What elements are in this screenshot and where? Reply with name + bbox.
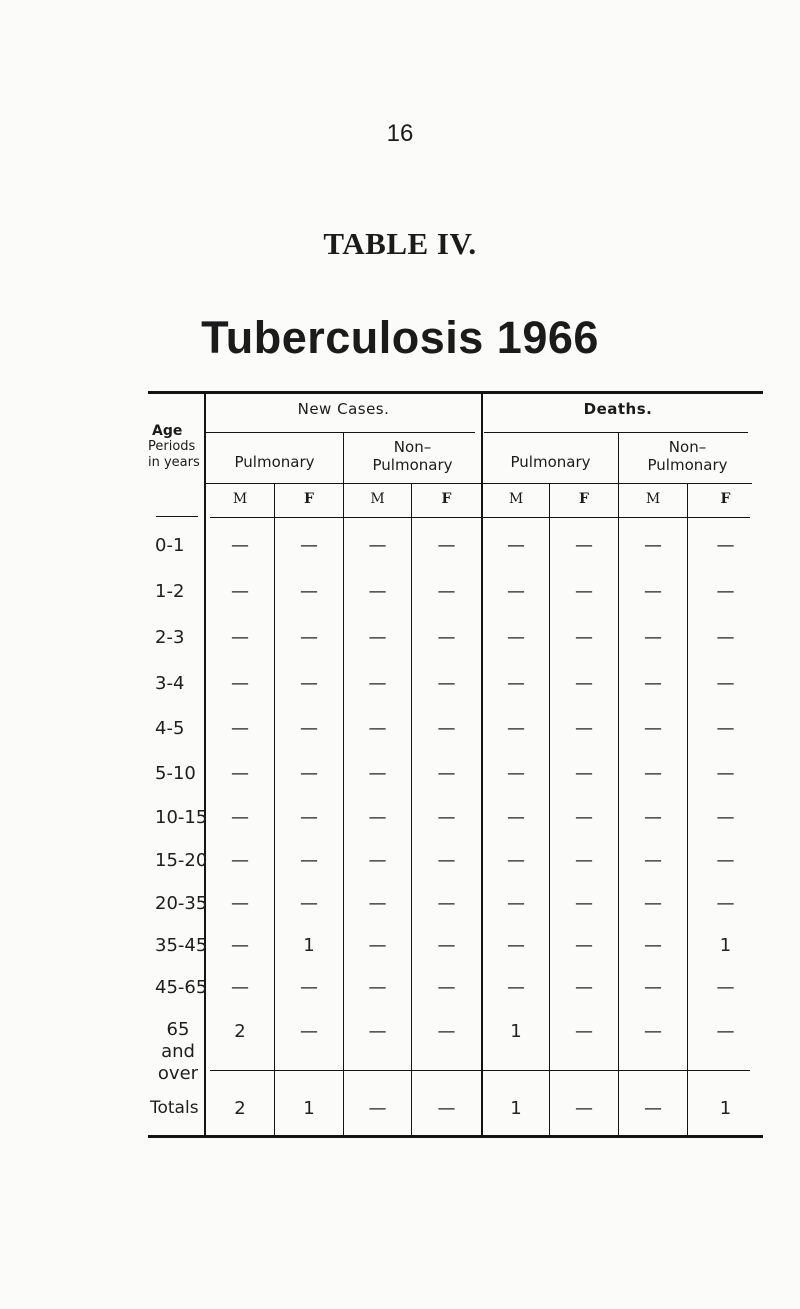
data-cell: —	[644, 850, 662, 871]
total-cell: —	[368, 1098, 387, 1119]
data-cell: —	[437, 893, 456, 914]
total-cell: 2	[234, 1098, 246, 1119]
data-cell: —	[368, 850, 387, 871]
age-period-label: 15-20	[155, 850, 208, 871]
total-cell: 1	[303, 1098, 315, 1119]
data-cell: —	[368, 763, 387, 784]
new-cases-pulmonary-header: Pulmonary	[234, 453, 315, 471]
sex-header-m: M	[645, 491, 661, 507]
page-title: Tuberculosis 1966	[201, 312, 599, 363]
data-cell: 1	[303, 935, 315, 956]
data-cell: —	[507, 581, 525, 602]
data-cell: —	[507, 977, 525, 998]
sex-header-f: F	[304, 491, 314, 507]
data-cell: —	[575, 763, 593, 784]
data-cell: —	[575, 535, 593, 556]
data-cell: —	[437, 581, 456, 602]
table-label: TABLE IV.	[323, 226, 477, 261]
data-cell: —	[300, 535, 318, 556]
data-cell: —	[507, 850, 525, 871]
data-cell: —	[716, 627, 735, 648]
age-header-line: in years	[148, 455, 200, 470]
age-period-label: 0-1	[155, 535, 185, 556]
data-cell: —	[437, 850, 456, 871]
data-cell: —	[716, 718, 735, 739]
age-period-label-line: over	[157, 1063, 199, 1084]
age-period-label: 3-4	[155, 673, 185, 694]
age-period-label: 35-45	[155, 935, 208, 956]
data-cell: —	[644, 1021, 662, 1042]
data-cell: —	[368, 935, 387, 956]
non-label: Non–	[668, 438, 707, 456]
data-cell: —	[437, 807, 456, 828]
data-cell: —	[644, 977, 662, 998]
data-cell: —	[437, 673, 456, 694]
data-cell: —	[716, 535, 735, 556]
data-cell: —	[368, 807, 387, 828]
data-cell: —	[575, 718, 593, 739]
sex-header-f: F	[441, 491, 452, 507]
pulmonary-label: Pulmonary	[647, 456, 728, 474]
data-cell: —	[231, 807, 249, 828]
age-header-line: Age	[152, 423, 183, 439]
data-cell: —	[368, 1021, 387, 1042]
total-cell: —	[575, 1098, 593, 1119]
data-cell: —	[437, 977, 456, 998]
data-cell: —	[231, 535, 249, 556]
totals-label: Totals	[150, 1098, 199, 1118]
data-cell: —	[231, 627, 249, 648]
sex-header-f: F	[720, 491, 731, 507]
data-cell: —	[644, 935, 662, 956]
data-cell: —	[644, 535, 662, 556]
data-cell: —	[507, 718, 525, 739]
data-cell: —	[437, 535, 456, 556]
data-cell: —	[368, 893, 387, 914]
data-cell: —	[575, 850, 593, 871]
data-cell: —	[575, 673, 593, 694]
type-header-rule	[206, 483, 752, 484]
non-label: Non–	[393, 438, 432, 456]
page-number: 16	[386, 120, 414, 147]
data-cell: —	[368, 535, 387, 556]
data-cell: —	[437, 763, 456, 784]
data-cell: —	[437, 627, 456, 648]
data-cell: —	[575, 807, 593, 828]
data-cell: —	[231, 935, 249, 956]
totals-rule	[210, 1070, 750, 1071]
data-cell: —	[644, 718, 662, 739]
data-cell: 2	[234, 1021, 246, 1042]
new-cases-header: New Cases.	[297, 400, 390, 418]
data-cell: —	[300, 581, 318, 602]
data-cell: —	[507, 673, 525, 694]
data-cell: 1	[719, 935, 732, 956]
sex-header-rule	[210, 517, 750, 518]
data-cell: —	[716, 763, 735, 784]
data-cell: —	[507, 763, 525, 784]
table-bottom-rule	[148, 1135, 763, 1138]
sex-header-m: M	[232, 491, 248, 507]
data-cell: —	[644, 763, 662, 784]
data-cell: —	[368, 977, 387, 998]
data-cell: —	[575, 935, 593, 956]
age-period-label	[155, 1019, 201, 1085]
age-period-label: 45-65	[155, 977, 208, 998]
data-cell: —	[300, 893, 318, 914]
data-cell: —	[231, 893, 249, 914]
data-cell: —	[575, 893, 593, 914]
total-cell: 1	[719, 1098, 732, 1119]
age-column-header	[148, 423, 204, 471]
data-cell: —	[716, 673, 735, 694]
pulmonary-label: Pulmonary	[372, 456, 453, 474]
data-cell: —	[231, 673, 249, 694]
data-cell: —	[644, 581, 662, 602]
data-cell: —	[716, 581, 735, 602]
data-cell: —	[300, 807, 318, 828]
data-cell: —	[716, 893, 735, 914]
data-cell: —	[575, 977, 593, 998]
data-cell: —	[575, 581, 593, 602]
data-cell: —	[368, 673, 387, 694]
data-cell: —	[437, 935, 456, 956]
data-cell: —	[300, 1021, 318, 1042]
age-header-rule	[156, 516, 198, 517]
data-cell: —	[231, 850, 249, 871]
data-cell: —	[231, 581, 249, 602]
data-cell: —	[716, 977, 735, 998]
data-cell: —	[716, 850, 735, 871]
data-cell: —	[300, 673, 318, 694]
age-header-line: Periods	[148, 439, 196, 454]
data-cell: —	[507, 935, 525, 956]
data-cell: —	[368, 581, 387, 602]
data-cell: —	[231, 763, 249, 784]
data-cell: —	[231, 977, 249, 998]
data-cell: —	[300, 763, 318, 784]
data-cell: —	[575, 1021, 593, 1042]
data-cell: —	[368, 718, 387, 739]
age-period-label: 20-35	[155, 893, 208, 914]
age-period-label-line: 65 and	[161, 1019, 195, 1062]
data-cell: —	[300, 977, 318, 998]
data-cell: —	[644, 893, 662, 914]
data-cell: —	[507, 893, 525, 914]
data-cell: —	[507, 627, 525, 648]
age-period-label: 2-3	[155, 627, 185, 648]
data-cell: —	[716, 807, 735, 828]
data-cell: —	[300, 718, 318, 739]
sex-header-m: M	[508, 491, 524, 507]
data-cell: —	[300, 627, 318, 648]
total-cell: 1	[510, 1098, 522, 1119]
new-cases-non-pulmonary-header	[344, 438, 481, 474]
data-cell: —	[507, 807, 525, 828]
deaths-pulmonary-header: Pulmonary	[510, 453, 591, 471]
deaths-header: Deaths.	[583, 400, 653, 418]
sex-header-f: F	[579, 491, 589, 507]
data-cell: 1	[510, 1021, 522, 1042]
deaths-subheader-rule	[484, 432, 748, 433]
data-cell: —	[437, 1021, 456, 1042]
data-cell: —	[507, 535, 525, 556]
table-top-rule	[148, 391, 763, 394]
total-cell: —	[437, 1098, 456, 1119]
deaths-non-pulmonary-header	[619, 438, 756, 474]
new-cases-subheader-rule	[206, 432, 475, 433]
data-cell: —	[575, 627, 593, 648]
sex-header-m: M	[370, 491, 385, 507]
data-cell: —	[644, 807, 662, 828]
data-cell: —	[437, 718, 456, 739]
total-cell: —	[644, 1098, 662, 1119]
data-cell: —	[716, 1021, 735, 1042]
data-cell: —	[644, 627, 662, 648]
data-cell: —	[644, 673, 662, 694]
data-cell: —	[368, 627, 387, 648]
data-cell: —	[300, 850, 318, 871]
age-period-label: 4-5	[155, 718, 185, 739]
age-period-label: 5-10	[155, 763, 196, 784]
age-period-label: 1-2	[155, 581, 185, 602]
age-period-label: 10-15	[155, 807, 208, 828]
data-cell: —	[231, 718, 249, 739]
